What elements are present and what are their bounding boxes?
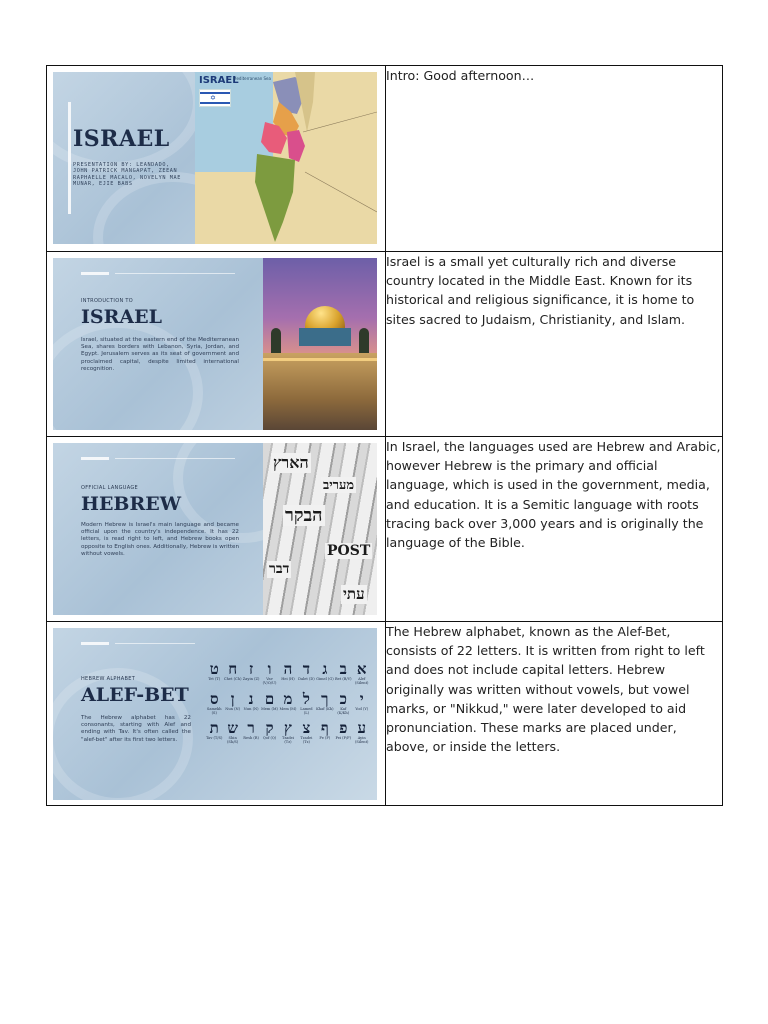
sea-label: Mediterranean Sea	[233, 76, 271, 81]
letter-name: Hei (H)	[281, 677, 295, 681]
hebrew-letter: ע	[357, 719, 366, 738]
letter-name: Bet (B/V)	[334, 677, 352, 681]
letter-name: Lamed (L)	[300, 706, 313, 715]
letter-name: Tzadei (Tz)	[281, 736, 294, 745]
letter-name: Nun (N)	[243, 706, 259, 711]
hebrew-letter: ק	[265, 719, 274, 738]
alphabet-letter-row	[205, 689, 371, 708]
hebrew-letter: ף	[320, 719, 329, 738]
notes-row	[47, 66, 723, 252]
hebrew-letter: ט	[209, 660, 219, 678]
hebrew-letter: ך	[321, 689, 329, 708]
hebrew-letter: כ	[339, 689, 347, 708]
letter-name: Ayin (Silent)	[354, 736, 369, 745]
letter-name: Khaf (Kh)	[316, 706, 334, 711]
israel-flag-icon: ✡	[199, 89, 231, 107]
hebrew-letter: ש	[227, 719, 238, 738]
letter-name: Tav (T/S)	[206, 736, 223, 741]
hebrew-alphabet-chart	[205, 662, 371, 751]
slide-thumbnail-cell	[47, 622, 386, 806]
speaker-note: In Israel, the languages used are Hebrew and Arabic, however Hebrew is the primary and official language, which is used in the government, media, and education. It is a Semitic language with roots tracing back over 3,000 years and is originally the language of the Bible.	[386, 437, 723, 622]
slide-thumbnail-cell	[47, 252, 386, 437]
hebrew-letter: ה	[283, 660, 293, 678]
slide-thumbnail-4	[53, 628, 377, 800]
newspaper-header: עתי	[343, 585, 365, 603]
hebrew-letter: ז	[249, 660, 254, 678]
israel-map-image	[195, 72, 377, 244]
letter-name: Yod (Y)	[355, 706, 369, 711]
dome-shape	[305, 306, 345, 330]
slide-kicker: OFFICIAL LANGUAGE	[81, 485, 138, 491]
hebrew-letter: פ	[339, 719, 348, 738]
region-south	[255, 154, 295, 242]
alphabet-letter-row	[205, 662, 371, 677]
letter-name: Nun (N)	[225, 706, 241, 711]
accent-bar	[81, 642, 109, 645]
hebrew-letter: ל	[302, 689, 310, 708]
hebrew-letter: ת	[209, 719, 219, 738]
letter-name: Zayin (Z)	[242, 677, 260, 681]
newspaper-header: הארץ	[273, 453, 309, 472]
speaker-note: Israel is a small yet culturally rich and diverse country located in the Middle East. Known for its historical and religious significance, it is home to sites sacred to Judaism, Christianity, and Islam.	[386, 252, 723, 437]
hebrew-letter: ד	[302, 660, 311, 678]
letter-name: Vav (V/O/U)	[262, 677, 277, 686]
accent-bar	[68, 102, 71, 214]
notes-row	[47, 252, 723, 437]
letter-name: Mem (M)	[261, 706, 278, 711]
divider-line	[115, 273, 235, 274]
alphabet-name-row	[205, 677, 371, 686]
letter-name: Qof (Q)	[262, 736, 277, 741]
letter-name: Tzadei (Tz)	[300, 736, 313, 745]
hebrew-letter: ח	[228, 660, 238, 678]
letter-name: Mem (M)	[279, 706, 297, 711]
hebrew-letter: א	[356, 660, 367, 678]
slide-body: The Hebrew alphabet has 22 consonants, starting with Alef and ending with Tav. It's often called the "alef-bet" after its first two letters.	[81, 715, 191, 743]
letter-name: Resh (R)	[243, 736, 259, 741]
letter-name: Dalet (D)	[298, 677, 315, 681]
letter-name: Shin (Sh/S)	[227, 736, 239, 745]
hebrew-letter: ס	[209, 689, 219, 708]
hebrew-letter: נ	[248, 689, 254, 708]
hebrew-letter: ו	[267, 660, 272, 678]
map-regions	[195, 72, 377, 244]
slide-thumbnail-cell	[47, 437, 386, 622]
slide-body: Modern Hebrew is Israel's main language and became official upon the country's independence. It has 22 letters, is read right to left, and Hebrew books open opposite to English ones. Additionally, Hebrew is written without vowels.	[81, 522, 239, 557]
letter-name: Gimel (G)	[316, 677, 334, 681]
letter-name: Alef (Silent)	[354, 677, 369, 686]
hebrew-letter: י	[359, 689, 364, 708]
letter-name: Chet (Ch)	[223, 677, 242, 681]
western-wall	[263, 353, 377, 430]
presenter-credits: PRESENTATION BY: LEANDADO, JOHN PATRICK MANGAPAT, ZEEAN RAPHAELLE MACALO, NOVELYN MAE MUNAR, EJIE BABS	[73, 162, 181, 188]
speaker-note: The Hebrew alphabet, known as the Alef-Bet, consists of 22 letters. It is written from right to left and does not include capital letters. Hebrew originally was written without vowels, but vowel marks, or "Nikkud," were later developed to aid pronunciation. These marks are placed under, above, or inside the letters.	[386, 622, 723, 806]
letter-name: Fe (F)	[319, 736, 331, 741]
slide-title: HEBREW	[81, 493, 182, 515]
slide-thumbnail-3	[53, 443, 377, 615]
hebrew-letter: ן	[230, 689, 235, 708]
region-judea	[287, 130, 305, 162]
alphabet-name-row	[205, 707, 371, 716]
letter-name: Pei (P/F)	[335, 736, 352, 741]
newspaper-header: מעריב	[323, 478, 355, 493]
speaker-note: Intro: Good afternoon…	[386, 66, 723, 252]
slide-thumbnail-1	[53, 72, 377, 244]
slide-thumbnail-2	[53, 258, 377, 430]
slide-title: ALEF-BET	[81, 684, 189, 706]
letter-name: Samekh (S)	[206, 706, 222, 715]
divider-line	[115, 458, 235, 459]
hebrew-letter: ג	[322, 660, 328, 678]
hebrew-letter: ר	[247, 719, 255, 738]
hebrew-letter: מ	[283, 689, 293, 708]
map-title: ISRAEL	[199, 75, 239, 86]
newspaper-header: הבקר	[285, 505, 323, 526]
hebrew-letter: ם	[264, 689, 275, 708]
hebrew-letter: ב	[339, 660, 347, 678]
newspaper-header: דבר	[269, 561, 290, 577]
alphabet-name-row	[205, 736, 371, 745]
accent-bar	[81, 457, 109, 460]
slide-body: Israel, situated at the eastern end of the Mediterranean Sea, shares borders with Lebanon, Syria, Jordan, and Egypt. Jerusalem serves as its seat of government and proclaimed capital, despite limited international recognition.	[81, 337, 239, 372]
notes-row	[47, 437, 723, 622]
slide-kicker: INTRODUCTION TO	[81, 298, 133, 304]
slide-kicker: HEBREW ALPHABET	[81, 676, 136, 682]
letter-name: Tet (T)	[208, 677, 221, 681]
slide-thumbnail-cell	[47, 66, 386, 252]
dome-of-the-rock-photo	[263, 258, 377, 430]
divider-line	[115, 643, 195, 644]
notes-row	[47, 622, 723, 806]
hebrew-letter: ץ	[284, 719, 292, 738]
letter-name: Kaf (K/Kh)	[337, 706, 350, 715]
accent-bar	[81, 272, 109, 275]
hebrew-newspapers-photo	[263, 443, 377, 615]
newspaper-header: POST	[327, 543, 371, 559]
slide-title: ISRAEL	[73, 126, 170, 152]
hebrew-letter: צ	[302, 719, 311, 738]
alphabet-letter-row	[205, 721, 371, 736]
slide-title: ISRAEL	[81, 306, 162, 328]
speaker-notes-table	[46, 65, 723, 806]
